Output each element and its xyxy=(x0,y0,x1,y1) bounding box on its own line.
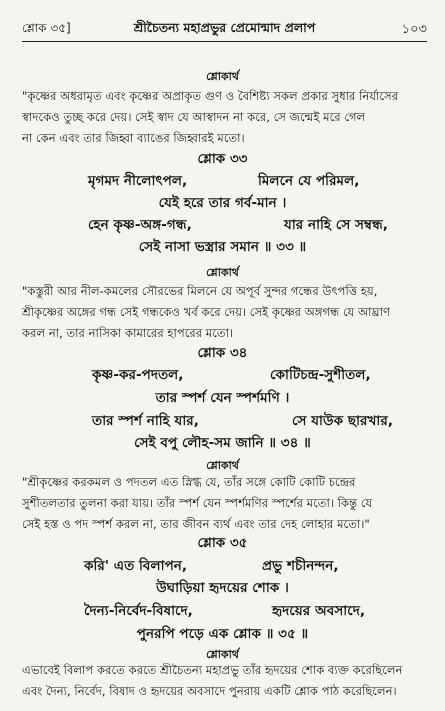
verse-33-line-4: সেই নাসা ভস্ত্রার সমান ॥ ৩৩ ॥ xyxy=(138,239,307,255)
verse-34-title: শ্লোক ৩৪ xyxy=(197,345,248,361)
paragraph-line: সুশীতলতার তুলনা করা যায়। তাঁর স্পর্শ যেন স্পর্শমণির স্পর্শের মতো। কিন্তু যে xyxy=(22,496,373,510)
translation-paragraph-1 xyxy=(22,86,429,149)
verse-34-line-3-left: তার স্পর্শ নাহি যার, xyxy=(92,413,199,429)
translation-paragraph-2 xyxy=(22,281,429,344)
verse-34-line-4: সেই বপু লৌহ-সম জানি ॥ ৩৪ ॥ xyxy=(134,435,311,451)
header-title: শ্রীচৈতন্য মহাপ্রভুর প্রেমোন্মাদ প্রলাপ xyxy=(133,20,316,35)
verse-35-line-1-right: প্রভু শচীনন্দন, xyxy=(262,558,339,574)
verse-34-line-1-left: কৃষ্ণ-কর-পদতল, xyxy=(92,367,184,383)
running-header xyxy=(22,20,427,40)
verse-33-title: শ্লোক ৩৩ xyxy=(197,151,248,167)
verse-34-line-3-right: সে যাউক ছারখার, xyxy=(292,413,393,429)
header-verse-ref: শ্লোক ৩৫] xyxy=(22,21,71,35)
paragraph-line: করল না, তার নাসিকা কামারের হাপরের মতো। xyxy=(22,326,234,340)
translation-heading-2: শ্লোকার্থ xyxy=(206,266,239,279)
translation-heading-4: শ্লোকার্থ xyxy=(206,648,239,661)
paragraph-line: এবং দৈন্য, নির্বেদ, বিষাদ ও হৃদয়ের অবসাদে পুনরায় একটি শ্লোক পাঠ করেছিলেন। xyxy=(22,684,397,698)
verse-33-line-3-right: যার নাহি সে সম্বন্ধ, xyxy=(284,217,388,233)
paragraph-line: "শ্রীকৃষ্ণের করকমল ও পদতল এত স্নিগ্ধ যে, তাঁর সঙ্গে কোটি কোটি চন্দ্রের xyxy=(22,475,356,489)
translation-paragraph-3 xyxy=(22,472,429,535)
verse-33-line-1-left: মৃগমদ নীলোৎপল, xyxy=(88,173,188,189)
verse-34-line-1-right: কোটিচন্দ্র-সুশীতল, xyxy=(270,367,371,383)
verse-33-line-1-right: মিলনে যে পরিমল, xyxy=(258,173,360,189)
translation-heading-1: শ্লোকার্থ xyxy=(206,70,239,83)
page-number: ১০৩ xyxy=(401,22,427,37)
verse-34-line-2: তার স্পর্শ যেন স্পর্শমণি । xyxy=(155,390,290,406)
paragraph-line: এভাবেই বিলাপ করতে করতে শ্রীচৈতন্য মহাপ্রভু তাঁর হৃদয়ের শোক ব্যক্ত করেছিলেন xyxy=(22,663,403,677)
header-rule xyxy=(22,41,427,42)
verse-35-line-3-right: হৃদয়ের অবসাদে, xyxy=(272,603,366,619)
verse-33-line-3-left: হেন কৃষ্ণ-অঙ্গ-গন্ধ, xyxy=(88,217,192,233)
verse-35-title: শ্লোক ৩৫ xyxy=(197,535,248,551)
paragraph-line: না কেন এবং তার জিহ্বা ব্যাঙের জিহ্বারই মতো। xyxy=(22,131,245,145)
verse-35-line-4: পুনরপি পড়ে এক শ্লোক ॥ ৩৫ ॥ xyxy=(136,626,309,642)
paragraph-line: "কৃষ্ণের অধরামৃত এবং কৃষ্ণের অপ্রাকৃত গুণ ও বৈশিষ্ট্য সকল প্রকার সুধার নির্যাসের xyxy=(22,89,399,103)
verse-35-line-1-left: করি' এত বিলাপন, xyxy=(84,558,188,574)
verse-33-line-2: যেই হরে তার গর্ব-মান । xyxy=(158,195,287,211)
verse-35-line-2: উঘাড়িয়া হৃদয়ের শোক । xyxy=(156,580,289,596)
verse-35-line-3-left: দৈন্য-নির্বেদ-বিষাদে, xyxy=(84,603,193,619)
translation-paragraph-4 xyxy=(22,660,429,702)
paragraph-line: স্বাদকেও তুচ্ছ করে দেয়। সেই স্বাদ যে আস্বাদন না করে, সে জন্মেই মরে গেল xyxy=(22,110,366,124)
paragraph-line: শ্রীকৃষ্ণের অঙ্গের গন্ধ সেই গন্ধকেও খর্ব করে দেয়। সেই কৃষ্ণের অঙ্গগন্ধ যে আঘ্রাণ xyxy=(22,305,391,319)
paragraph-line: সেই হস্ত ও পদ স্পর্শ করল না, তার জীবন ব্যর্থ এবং তার দেহ লোহার মতো।" xyxy=(22,517,370,531)
paragraph-line: "কস্তুরী আর নীল-কমলের সৌরভের মিলনে যে অপূর্ব সুন্দর গন্ধের উৎপত্তি হয়, xyxy=(22,284,378,298)
translation-heading-3: শ্লোকার্থ xyxy=(206,459,239,472)
